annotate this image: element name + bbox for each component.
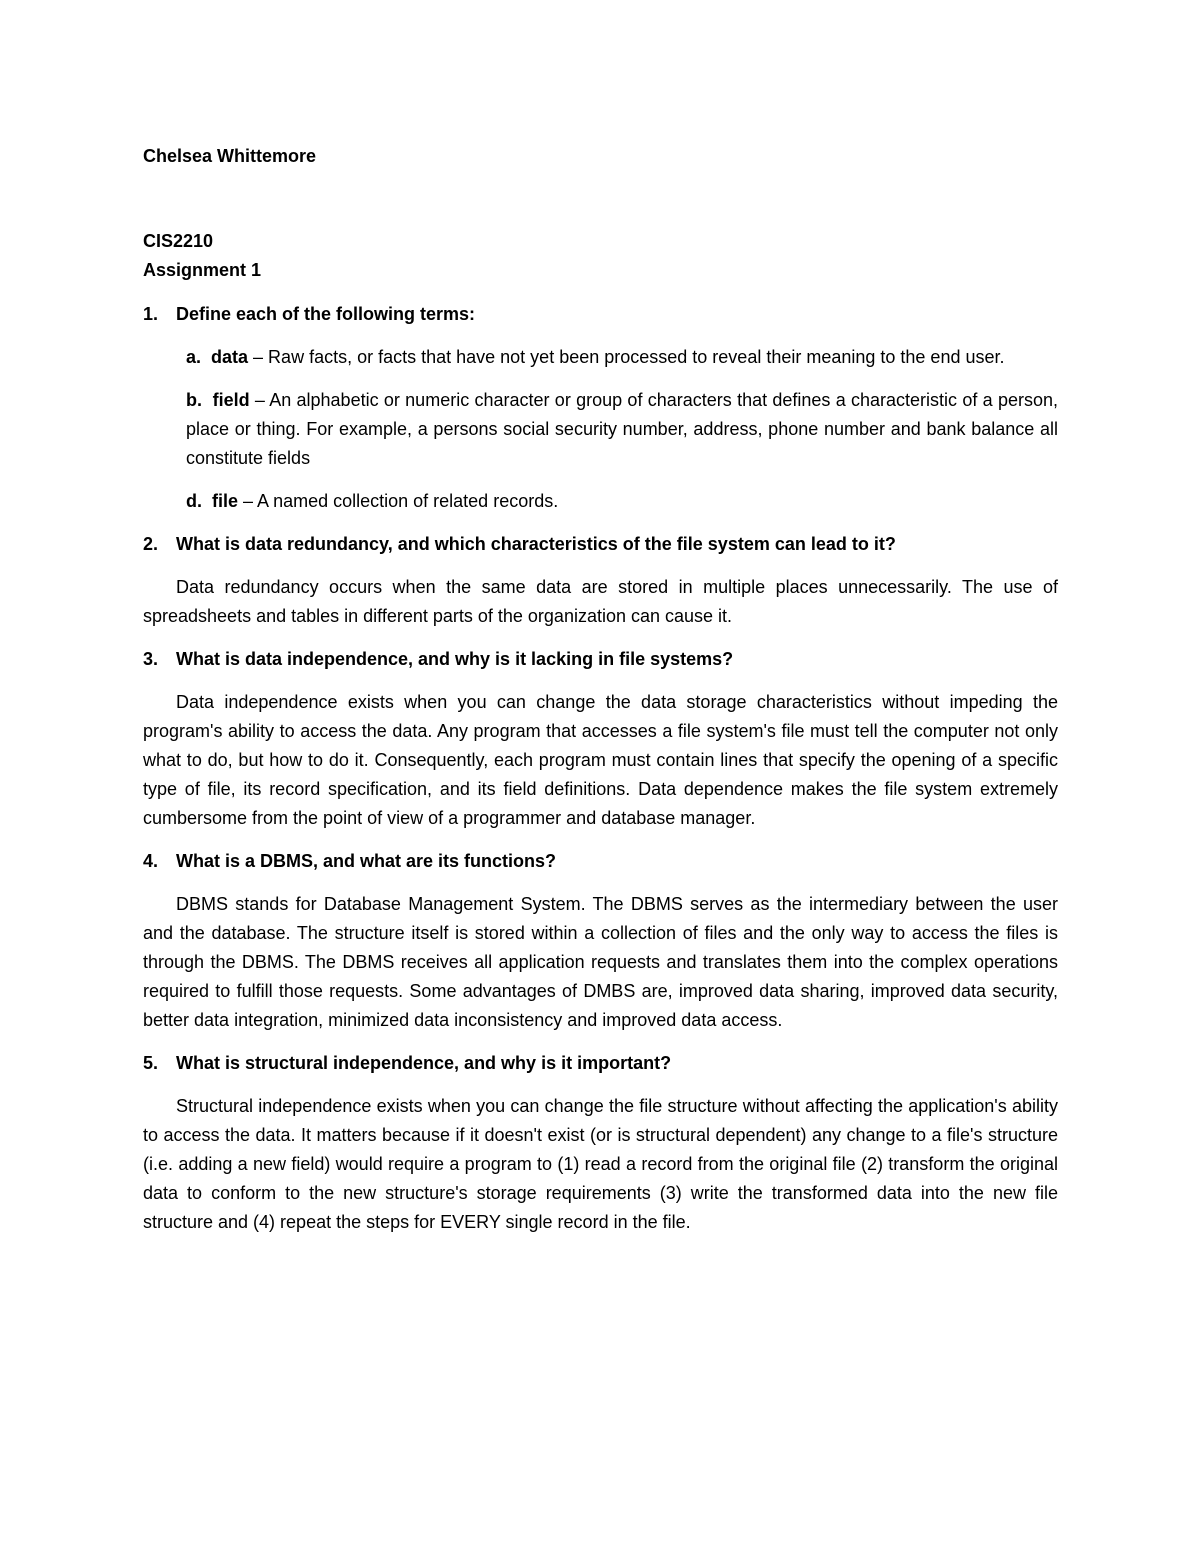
term-letter: b. [186,390,202,410]
term-name: field [212,390,250,410]
question-number: 4. [143,851,159,871]
term-field [186,386,1058,473]
term-data [186,343,1058,372]
question-text: Define each of the following terms: [176,304,476,324]
term-name: file [212,491,239,511]
term-letter: a. [186,347,202,367]
answer-5: Structural independence exists when you can change the file structure without affecting the application's ability to access the data. It matters because if it doesn't exist (or is structural dependent) any change to a file's structure (i.e. adding a new field) would require a program to (1) read a record from the original file (2) transform the original data to conform to the new structure's storage requirements (3) write the transformed data into the new file structure and (4) repeat the steps for EVERY single record in the file. [143,1096,1058,1232]
question-text: What is data redundancy, and which characteristics of the file system can lead to it? [176,534,896,554]
question-number: 1. [143,304,159,324]
term-definition: – An alphabetic or numeric character or group of characters that defines a characteristic of a person, place or thing. For example, a persons social security number, address, phone number and bank balance all constitute fields [186,390,1058,468]
author-name: Chelsea Whittemore [143,146,317,166]
question-text: What is structural independence, and why is it important? [176,1053,672,1073]
question-text: What is a DBMS, and what are its functions? [176,851,557,871]
question-number: 3. [143,649,159,669]
question-2 [143,530,1058,559]
course-code: CIS2210 [143,231,214,251]
question-text: What is data independence, and why is it lacking in file systems? [176,649,734,669]
question-1 [143,300,1058,329]
answer-2: Data redundancy occurs when the same data are stored in multiple places unnecessarily. The use of spreadsheets and tables in different parts of the organization can cause it. [143,577,1058,626]
question-3 [143,645,1058,674]
question-5 [143,1049,1058,1078]
answer-4: DBMS stands for Database Management System. The DBMS serves as the intermediary between the user and the database. The structure itself is stored within a collection of files and the only way to access the files is through the DBMS. The DBMS receives all application requests and translates them into the complex operations required to fulfill those requests. Some advantages of DMBS are, improved data sharing, improved data security, better data integration, minimized data inconsistency and improved data access. [143,894,1058,1030]
term-letter: d. [186,491,202,511]
question-4 [143,847,1058,876]
question-number: 5. [143,1053,159,1073]
question-number: 2. [143,534,159,554]
term-file [186,487,1058,516]
document-body [143,142,1058,1237]
assignment-title: Assignment 1 [143,260,262,280]
term-name: data [211,347,249,367]
term-definition: – Raw facts, or facts that have not yet been processed to reveal their meaning to the end user. [248,347,1005,367]
answer-3: Data independence exists when you can change the data storage characteristics without impeding the program's ability to access the data. Any program that accesses a file system's file must tell the computer not only what to do, but how to do it. Consequently, each program must contain lines that specify the opening of a specific type of file, its record specification, and its field definitions. Data dependence makes the file system extremely cumbersome from the point of view of a programmer and database manager. [143,692,1058,828]
term-definition: – A named collection of related records. [238,491,559,511]
